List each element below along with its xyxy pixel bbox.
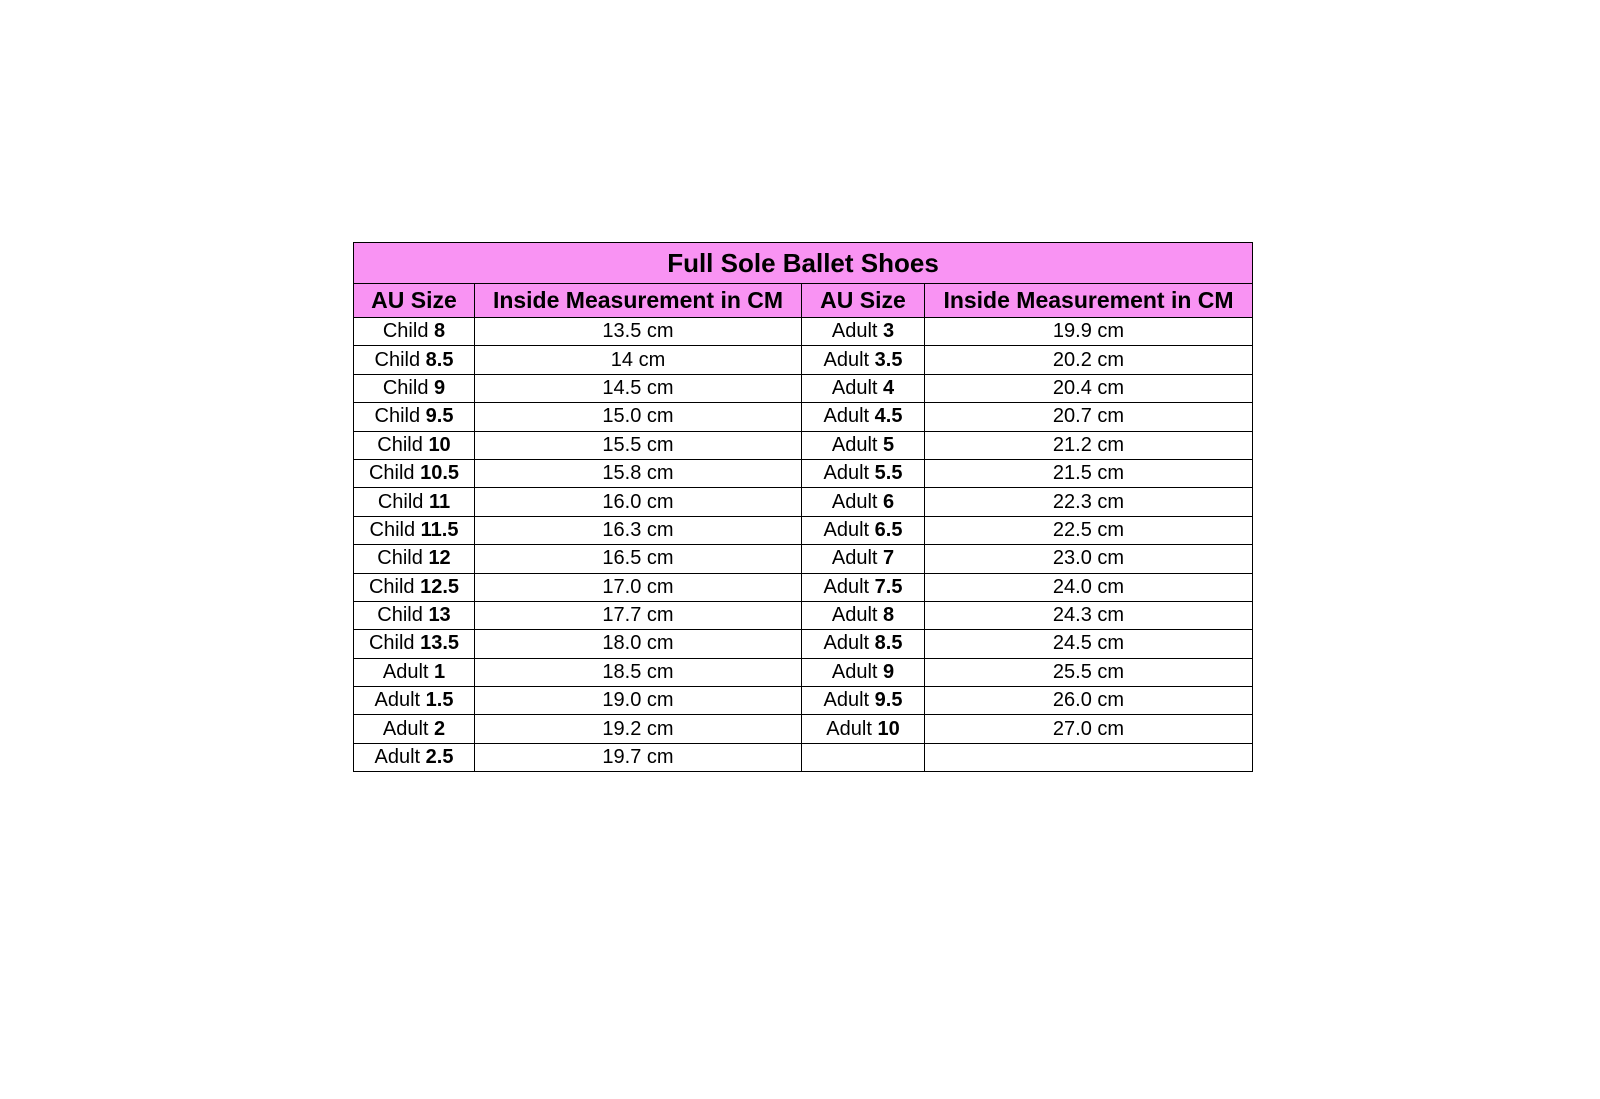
- left-size-prefix: Adult: [374, 689, 421, 712]
- header-au-size-right: AU Size: [802, 284, 925, 318]
- left-size-prefix: Adult: [382, 660, 429, 683]
- right-size-cell: [802, 687, 925, 715]
- right-size-cell: [802, 630, 925, 658]
- right-size-number: 6.5: [874, 518, 903, 541]
- left-size-cell: [354, 658, 475, 686]
- left-size-number: 12.5: [420, 575, 460, 598]
- right-size-prefix: Adult: [823, 462, 870, 485]
- left-size-cell: [354, 715, 475, 743]
- right-size-number: 3.5: [874, 348, 903, 371]
- right-measurement-cell: 19.9 cm: [925, 318, 1253, 346]
- right-size-number: 4: [883, 376, 895, 399]
- left-size-prefix: Child: [368, 575, 415, 598]
- right-measurement-cell: 26.0 cm: [925, 687, 1253, 715]
- right-size-prefix: Adult: [823, 689, 870, 712]
- right-measurement-cell: 20.4 cm: [925, 374, 1253, 402]
- right-size-number: 7.5: [874, 575, 903, 598]
- table-row: [354, 715, 1253, 743]
- table-row: [354, 516, 1253, 544]
- right-size-cell: [802, 346, 925, 374]
- left-size-number: 9: [434, 376, 446, 399]
- right-measurement-cell: 21.5 cm: [925, 459, 1253, 487]
- right-size-prefix: Adult: [826, 717, 872, 740]
- table-row: [354, 318, 1253, 346]
- left-size-cell: [354, 346, 475, 374]
- left-size-cell: [354, 318, 475, 346]
- right-measurement-cell: 27.0 cm: [925, 715, 1253, 743]
- left-size-number: 9.5: [425, 405, 454, 428]
- left-size-number: 13: [428, 604, 451, 627]
- left-measurement-cell: 15.0 cm: [475, 403, 802, 431]
- right-size-cell: [802, 658, 925, 686]
- left-size-cell: [354, 601, 475, 629]
- left-size-number: 13.5: [420, 632, 460, 655]
- left-size-prefix: Child: [369, 518, 416, 541]
- table-row: [354, 573, 1253, 601]
- right-size-prefix: Adult: [831, 320, 878, 343]
- left-size-prefix: Child: [382, 376, 429, 399]
- left-size-number: 11: [428, 490, 451, 513]
- size-chart-table: [353, 242, 1253, 772]
- right-size-cell: [802, 318, 925, 346]
- right-size-number: 5.5: [874, 462, 903, 485]
- right-size-number: 8: [883, 604, 895, 627]
- left-measurement-cell: 16.3 cm: [475, 516, 802, 544]
- right-size-prefix: Adult: [831, 604, 878, 627]
- left-size-number: 10.5: [420, 462, 460, 485]
- table-row: [354, 630, 1253, 658]
- right-size-cell: [802, 403, 925, 431]
- left-measurement-cell: 17.0 cm: [475, 573, 802, 601]
- right-size-prefix: Adult: [823, 405, 870, 428]
- left-size-cell: [354, 573, 475, 601]
- right-measurement-cell: 20.2 cm: [925, 346, 1253, 374]
- left-size-cell: [354, 630, 475, 658]
- right-size-number: 3: [883, 320, 895, 343]
- left-size-cell: [354, 459, 475, 487]
- right-measurement-cell: 24.0 cm: [925, 573, 1253, 601]
- left-size-prefix: Child: [377, 433, 423, 456]
- left-measurement-cell: 19.0 cm: [475, 687, 802, 715]
- right-size-number: 5: [883, 433, 895, 456]
- left-measurement-cell: 19.2 cm: [475, 715, 802, 743]
- left-size-cell: [354, 516, 475, 544]
- left-size-cell: [354, 403, 475, 431]
- right-measurement-cell: 24.3 cm: [925, 601, 1253, 629]
- left-size-prefix: Child: [377, 547, 423, 570]
- left-size-cell: [354, 687, 475, 715]
- right-size-number: 4.5: [874, 405, 903, 428]
- left-size-prefix: Child: [374, 405, 421, 428]
- right-size-cell: [802, 545, 925, 573]
- right-size-cell: [802, 459, 925, 487]
- table-row: [354, 545, 1253, 573]
- left-size-cell: [354, 374, 475, 402]
- left-size-prefix: Child: [377, 490, 424, 513]
- right-size-number: 7: [883, 547, 895, 570]
- right-measurement-cell: 20.7 cm: [925, 403, 1253, 431]
- left-size-number: 11.5: [420, 518, 459, 541]
- left-measurement-cell: 19.7 cm: [475, 743, 802, 771]
- left-size-number: 10: [428, 433, 451, 456]
- right-size-number: 8.5: [874, 632, 903, 655]
- table-row: [354, 403, 1253, 431]
- right-size-number: 6: [883, 490, 895, 513]
- right-size-prefix: Adult: [831, 433, 878, 456]
- left-size-number: 1: [434, 660, 446, 683]
- left-size-number: 2: [434, 717, 446, 740]
- right-size-cell: [802, 374, 925, 402]
- left-size-number: 1.5: [425, 689, 454, 712]
- left-measurement-cell: 15.5 cm: [475, 431, 802, 459]
- left-size-cell: [354, 545, 475, 573]
- left-measurement-cell: 15.8 cm: [475, 459, 802, 487]
- right-size-cell: [802, 715, 925, 743]
- right-size-prefix: Adult: [823, 632, 870, 655]
- table-row: [354, 687, 1253, 715]
- left-measurement-cell: 16.5 cm: [475, 545, 802, 573]
- left-measurement-cell: 17.7 cm: [475, 601, 802, 629]
- left-size-number: 12: [428, 547, 451, 570]
- left-size-prefix: Child: [377, 604, 423, 627]
- left-size-prefix: Adult: [374, 746, 421, 769]
- right-size-prefix: Adult: [831, 660, 878, 683]
- table-row: [354, 488, 1253, 516]
- right-measurement-cell: 22.5 cm: [925, 516, 1253, 544]
- right-size-cell: [802, 431, 925, 459]
- left-size-number: 2.5: [425, 746, 454, 769]
- right-measurement-cell: 21.2 cm: [925, 431, 1253, 459]
- left-size-cell: [354, 431, 475, 459]
- right-size-prefix: Adult: [823, 518, 870, 541]
- right-size-cell: [802, 516, 925, 544]
- right-size-number: 9: [883, 660, 895, 683]
- left-size-number: 8: [434, 320, 446, 343]
- title-row: [354, 243, 1253, 284]
- right-size-number: 9.5: [874, 689, 903, 712]
- left-size-cell: [354, 743, 475, 771]
- right-measurement-cell: 23.0 cm: [925, 545, 1253, 573]
- right-size-prefix: Adult: [831, 376, 878, 399]
- left-size-prefix: Child: [368, 462, 415, 485]
- table-row: [354, 374, 1253, 402]
- table-row: [354, 743, 1253, 771]
- right-size-prefix: Adult: [831, 547, 878, 570]
- header-row: [354, 284, 1253, 318]
- size-rows: [354, 318, 1253, 772]
- right-measurement-cell: 24.5 cm: [925, 630, 1253, 658]
- right-size-number: 10: [877, 717, 900, 740]
- header-measurement-right: Inside Measurement in CM: [925, 284, 1253, 318]
- left-measurement-cell: 14 cm: [475, 346, 802, 374]
- right-measurement-cell: 25.5 cm: [925, 658, 1253, 686]
- left-measurement-cell: 13.5 cm: [475, 318, 802, 346]
- right-size-cell: [802, 743, 925, 771]
- right-size-prefix: Adult: [831, 490, 878, 513]
- header-measurement-left: Inside Measurement in CM: [475, 284, 802, 318]
- left-size-prefix: Child: [374, 348, 421, 371]
- left-measurement-cell: 14.5 cm: [475, 374, 802, 402]
- right-size-cell: [802, 601, 925, 629]
- table-row: [354, 459, 1253, 487]
- left-measurement-cell: 18.0 cm: [475, 630, 802, 658]
- left-measurement-cell: 16.0 cm: [475, 488, 802, 516]
- table-row: [354, 346, 1253, 374]
- table-row: [354, 601, 1253, 629]
- table-title: Full Sole Ballet Shoes: [354, 243, 1253, 284]
- left-size-prefix: Adult: [382, 717, 429, 740]
- header-au-size-left: AU Size: [354, 284, 475, 318]
- table-row: [354, 658, 1253, 686]
- right-size-cell: [802, 573, 925, 601]
- left-size-number: 8.5: [425, 348, 454, 371]
- right-size-prefix: Adult: [823, 348, 870, 371]
- right-measurement-cell: 22.3 cm: [925, 488, 1253, 516]
- right-size-prefix: Adult: [823, 575, 870, 598]
- left-size-prefix: Child: [382, 320, 429, 343]
- left-size-prefix: Child: [368, 632, 415, 655]
- left-size-cell: [354, 488, 475, 516]
- right-measurement-cell: [925, 743, 1253, 771]
- right-size-cell: [802, 488, 925, 516]
- table-row: [354, 431, 1253, 459]
- left-measurement-cell: 18.5 cm: [475, 658, 802, 686]
